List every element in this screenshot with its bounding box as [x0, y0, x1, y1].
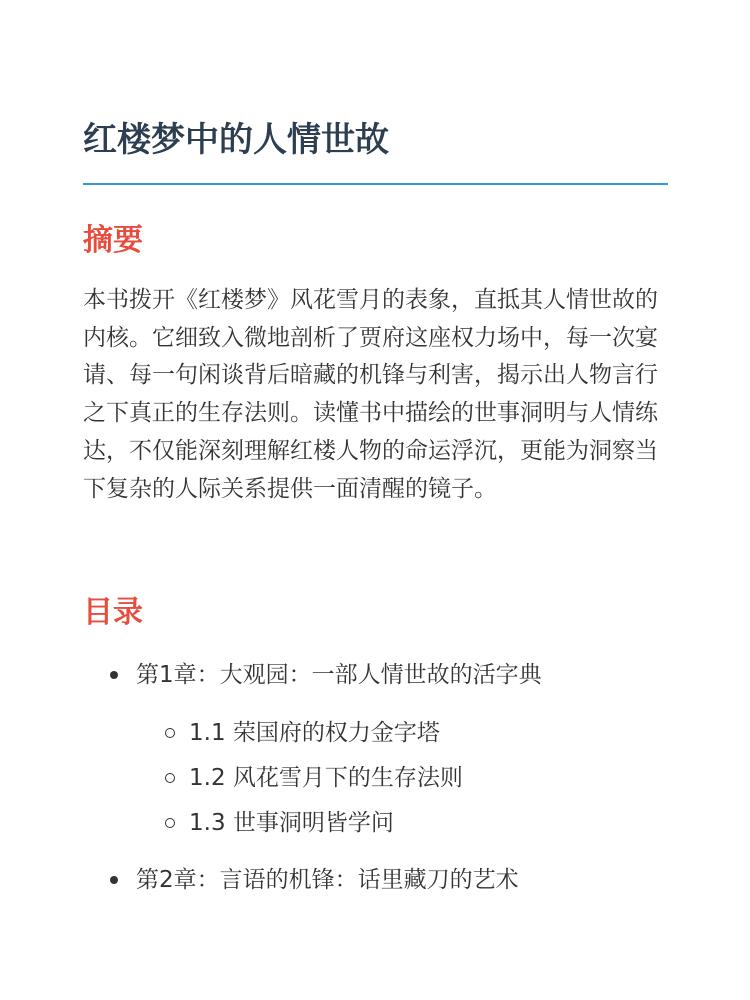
- bullet-dot-icon: [110, 671, 118, 679]
- toc-section-1-1[interactable]: [189, 715, 440, 751]
- toc-chapter-label: 第1章：大观园：一部人情世故的活字典: [136, 662, 542, 688]
- bullet-circle-icon: [165, 818, 175, 828]
- toc-section-label: 1.3 世事洞明皆学问: [189, 810, 394, 836]
- title-divider: [83, 183, 668, 185]
- toc-chapter-1[interactable]: [136, 657, 542, 693]
- toc-chapter-2[interactable]: [136, 862, 519, 898]
- toc-section-1-3[interactable]: [189, 805, 394, 841]
- summary-text: 本书拨开《红楼梦》风花雪月的表象，直抵其人情世故的内核。它细致入微地剖析了贾府这座权力场中，每一次宴请、每一句闲谈背后暗藏的机锋与利害，揭示出人物言行之下真正的生存法则。读懂书中描绘的世事洞明与人情练达，不仅能深刻理解红楼人物的命运浮沉，更能为洞察当下复杂的人际关系提供一面清醒的镜子。: [83, 287, 658, 502]
- page-title: 红楼梦中的人情世故: [83, 120, 389, 160]
- toc-heading: 目录: [83, 595, 143, 630]
- toc-section-1-2[interactable]: [189, 760, 463, 796]
- summary-heading: 摘要: [83, 223, 143, 258]
- toc-section-label: 1.2 风花雪月下的生存法则: [189, 765, 463, 791]
- toc-section-label: 1.1 荣国府的权力金字塔: [189, 720, 440, 746]
- bullet-dot-icon: [110, 876, 118, 884]
- bullet-circle-icon: [165, 728, 175, 738]
- toc-chapter-label: 第2章：言语的机锋：话里藏刀的艺术: [136, 867, 519, 893]
- bullet-circle-icon: [165, 773, 175, 783]
